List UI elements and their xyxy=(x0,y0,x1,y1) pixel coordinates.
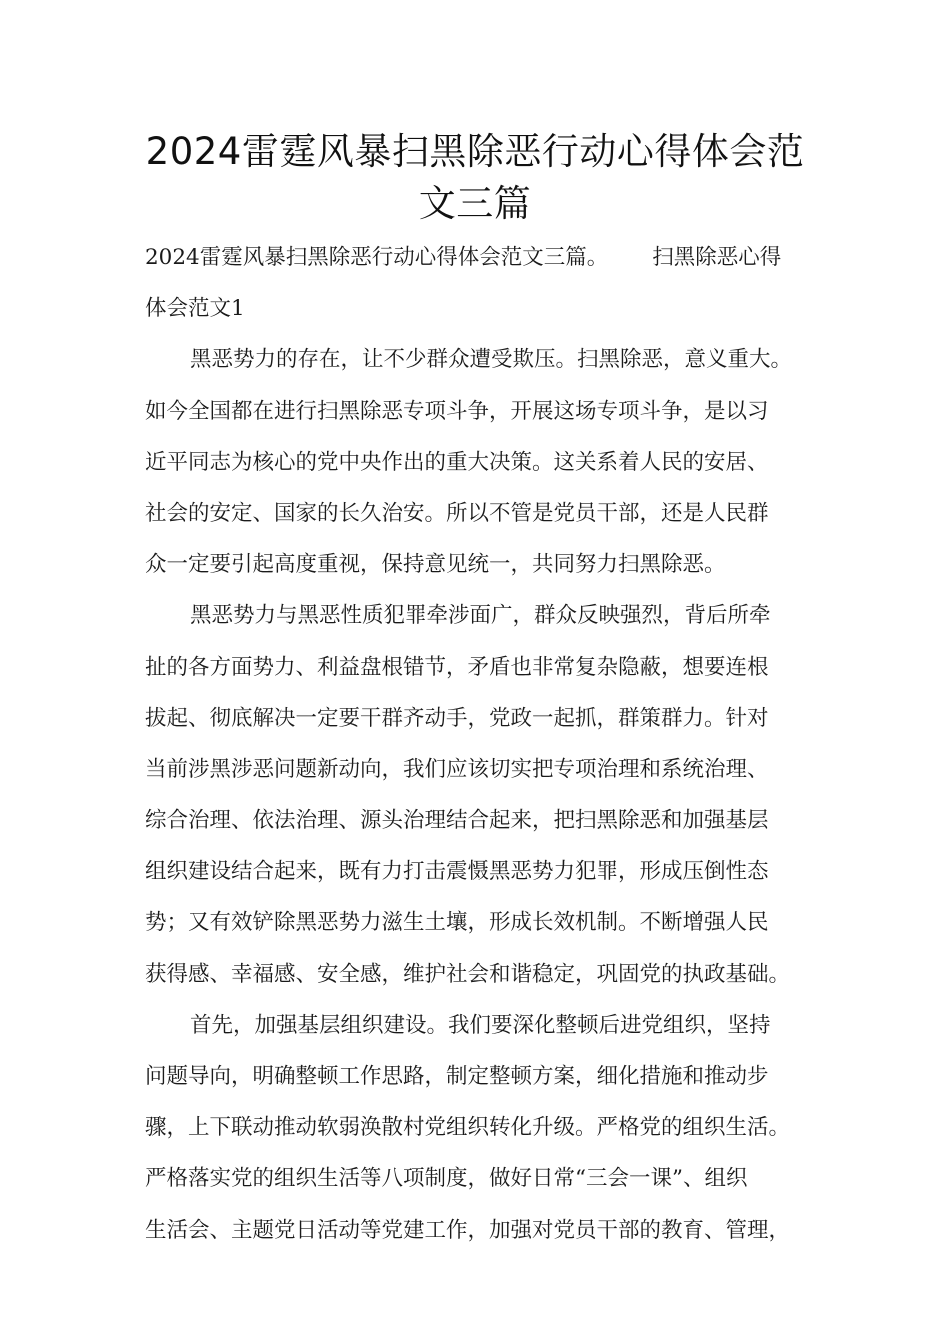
document-title xyxy=(120,126,830,230)
body-line: 综合治理、依法治理、源头治理结合起来，把扫黑除恶和加强基层 xyxy=(145,808,769,834)
body-line: 社会的安定、国家的长久治安。所以不管是党员干部，还是人民群 xyxy=(145,500,769,526)
body-line: 当前涉黑涉恶问题新动向，我们应该切实把专项治理和系统治理、 xyxy=(145,756,769,782)
title-line-1: 2024雷霆风暴扫黑除恶行动心得体会范 xyxy=(145,130,805,173)
body-line xyxy=(145,232,830,283)
body-line: 势；又有效铲除黑恶势力滋生土壤，形成长效机制。不断增强人民 xyxy=(145,910,769,936)
body-line: 体会范文1 xyxy=(145,296,245,322)
body-line: 获得感、幸福感、安全感，维护社会和谐稳定，巩固党的执政基础。 xyxy=(145,961,791,987)
body-line-text: 2024雷霆风暴扫黑除恶行动心得体会范文三篇。 xyxy=(145,245,609,270)
title-line-2: 文三篇 xyxy=(418,182,532,225)
body-line: 严格落实党的组织生活等八项制度，做好日常“三会一课”、组织 xyxy=(145,1166,748,1192)
body-line: 拔起、彻底解决一定要干群齐动手，党政一起抓，群策群力。针对 xyxy=(145,705,769,731)
body-line: 生活会、主题党日活动等党建工作，加强对党员干部的教育、管理， xyxy=(145,1217,791,1243)
body-line: 众一定要引起高度重视，保持意见统一，共同努力扫黑除恶。 xyxy=(145,552,726,578)
document-body xyxy=(145,232,830,1256)
paragraph-first-line: 黑恶势力与黑恶性质犯罪牵涉面广，群众反映强烈，背后所牵 xyxy=(190,603,771,629)
body-line: 问题导向，明确整顿工作思路，制定整顿方案，细化措施和推动步 xyxy=(145,1064,769,1089)
body-line: 近平同志为核心的党中央作出的重大决策。这关系着人民的安居、 xyxy=(145,449,769,475)
body-line: 组织建设结合起来，既有力打击震慑黑恶势力犯罪，形成压倒性态 xyxy=(145,859,769,885)
body-line: 扯的各方面势力、利益盘根错节，矛盾也非常复杂隐蔽，想要连根 xyxy=(145,654,769,680)
paragraph-first-line: 黑恶势力的存在，让不少群众遭受欺压。扫黑除恶，意义重大。 xyxy=(190,347,793,373)
paragraph-first-line: 首先，加强基层组织建设。我们要深化整顿后进党组织，坚持 xyxy=(190,1012,771,1038)
body-line: 骤，上下联动推动软弱涣散村党组织转化升级。严格党的组织生活。 xyxy=(145,1115,791,1141)
body-line: 如今全国都在进行扫黑除恶专项斗争，开展这场专项斗争，是以习 xyxy=(145,398,769,424)
body-line-text-continued: 扫黑除恶心得 xyxy=(652,245,782,270)
